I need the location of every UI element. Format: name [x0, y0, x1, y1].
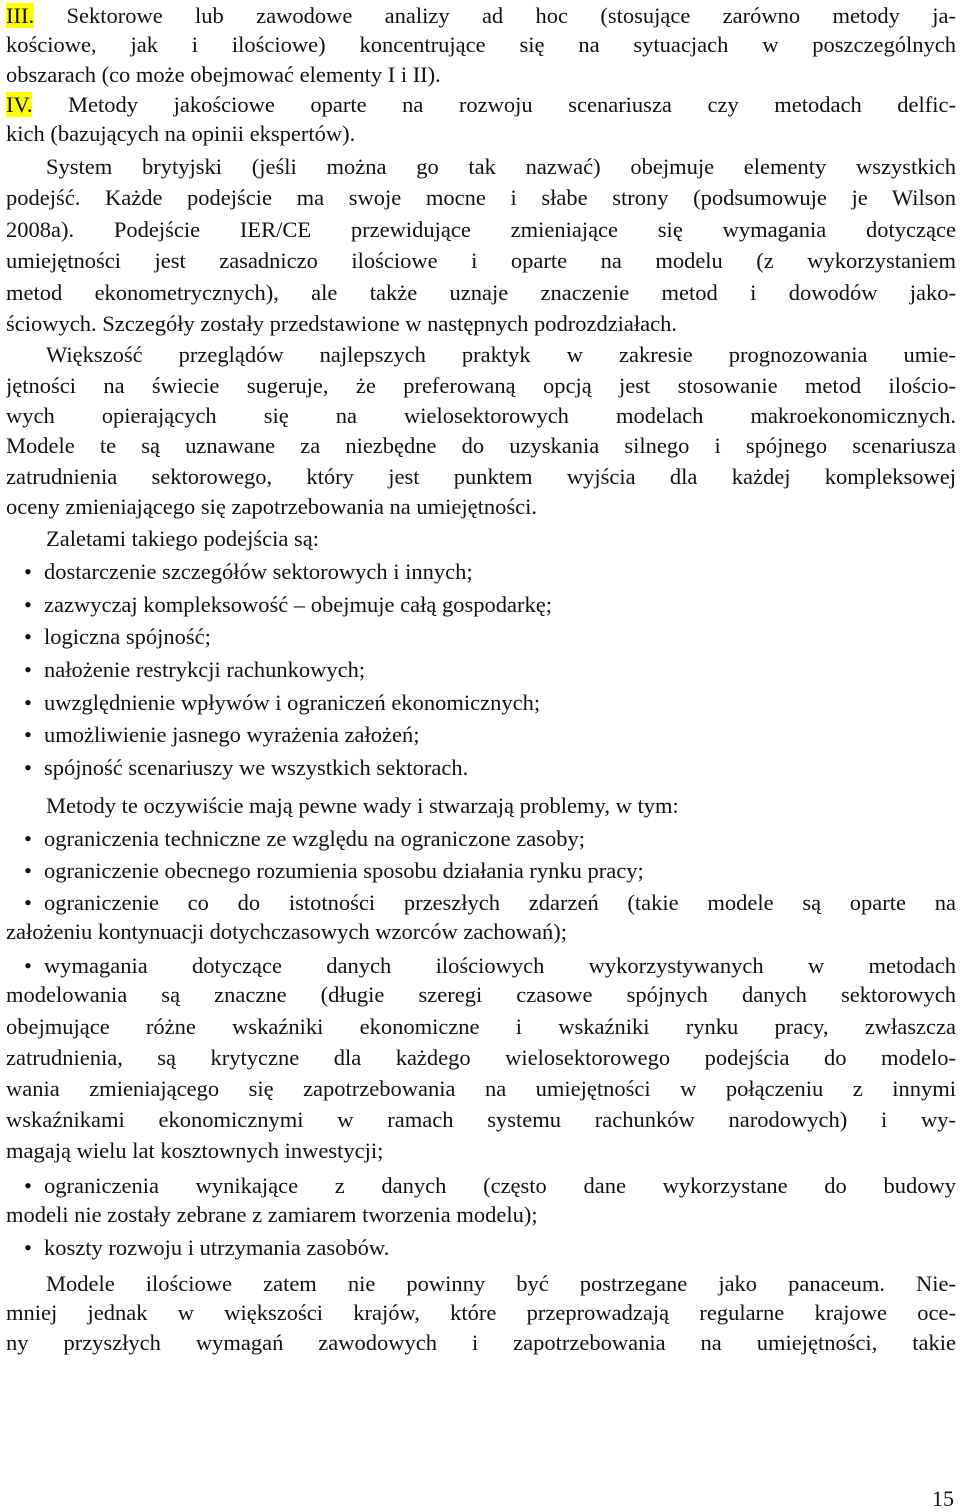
line-text: uwzględnienie wpływów i ograniczeń ekonomicznych; — [44, 690, 541, 715]
line-text: kościowe, jak i ilościowe) koncentrujące się na sytuacjach w poszczególnych — [6, 32, 956, 57]
text-line — [6, 0, 956, 31]
text-line — [6, 491, 956, 522]
line-text: ograniczenia wynikające z danych (często dane wykorzystane do budowy — [44, 1173, 956, 1198]
line-text: obejmujące różne wskaźniki ekonomiczne i wskaźniki rynku pracy, zwłaszcza — [6, 1014, 956, 1039]
text-line — [6, 400, 956, 431]
text-line — [6, 461, 956, 492]
text-line — [6, 151, 956, 182]
line-text: ograniczenie co do istotności przeszłych zdarzeń (takie modele są oparte na — [44, 890, 956, 915]
line-text: IV. Metody jakościowe oparte na rozwoju scenariusza czy metodach delfic- — [6, 92, 956, 117]
line-text: 2008a). Podejście IER/CE przewidujące zmieniające się wymagania dotyczące — [6, 217, 956, 242]
line-text: magają wielu lat kosztownych inwestycji; — [6, 1138, 384, 1163]
line-text: ny przyszłych wymagań zawodowych i zapotrzebowania na umiejętności, takie — [6, 1330, 956, 1355]
text-line — [6, 1199, 956, 1230]
line-text: wymagania dotyczące danych ilościowych wykorzystywanych w metodach — [44, 953, 956, 978]
line-text: modeli nie zostały zebrane z zamiarem tworzenia modelu); — [6, 1202, 538, 1227]
bullet-icon: • — [24, 858, 32, 883]
bullet-icon: • — [24, 953, 32, 978]
text-line — [6, 118, 956, 149]
line-text: ograniczenie obecnego rozumienia sposobu działania rynku pracy; — [44, 858, 644, 883]
line-text: obszarach (co może obejmować elementy I i II). — [6, 62, 441, 87]
line-text: metod ekonometrycznych), ale także uznaje znaczenie metod i dowodów jako- — [6, 280, 956, 305]
text-line — [6, 214, 956, 245]
text-line — [6, 1135, 956, 1166]
line-text: dostarczenie szczegółów sektorowych i innych; — [44, 559, 473, 584]
bullet-icon: • — [24, 722, 32, 747]
line-text: System brytyjski (jeśli można go tak nazwać) obejmuje elementy wszystkich — [46, 154, 956, 179]
text-line — [6, 1327, 956, 1358]
line-text: Większość przeglądów najlepszych praktyk w zakresie prognozowania umie- — [46, 342, 956, 367]
text-line — [6, 245, 956, 276]
line-text: zazwyczaj kompleksowość – obejmuje całą gospodarkę; — [44, 592, 552, 617]
text-line — [6, 339, 956, 370]
bullet-item — [6, 823, 956, 854]
line-text: III. Sektorowe lub zawodowe analizy ad hoc (stosujące zarówno metody ja- — [6, 3, 956, 28]
bullet-icon: • — [24, 826, 32, 851]
text-line — [6, 523, 956, 554]
line-text: spójność scenariuszy we wszystkich sektorach. — [44, 755, 469, 780]
bullet-item — [6, 1232, 956, 1263]
text-line — [6, 790, 956, 821]
text-line — [6, 916, 956, 947]
line-text: oceny zmieniającego się zapotrzebowania na umiejętności. — [6, 494, 538, 519]
line-text: Zaletami takiego podejścia są: — [46, 526, 320, 551]
line-text: kich (bazujących na opinii ekspertów). — [6, 121, 356, 146]
line-text: założeniu kontynuacji dotychczasowych wzorców zachowań); — [6, 919, 568, 944]
bullet-item — [6, 950, 956, 981]
line-text: zatrudnienia sektorowego, który jest punktem wyjścia dla każdej kompleksowej — [6, 464, 956, 489]
bullet-icon: • — [24, 624, 32, 649]
line-text: modelowania są znaczne (długie szeregi czasowe spójnych danych sektorowych — [6, 982, 956, 1007]
line-text: mniej jednak w większości krajów, które przeprowadzają regularne krajowe oce- — [6, 1300, 956, 1325]
line-text: wych opierających się na wielosektorowych modelach makroekonomicznych. — [6, 403, 956, 428]
line-text: zatrudnienia, są krytyczne dla każdego wielosektorowego podejścia do modelo- — [6, 1045, 956, 1070]
bullet-icon: • — [24, 755, 32, 780]
text-line — [6, 308, 956, 339]
text-line — [6, 430, 956, 461]
line-text: nałożenie restrykcji rachunkowych; — [44, 657, 366, 682]
text-line — [6, 1073, 956, 1104]
text-line — [6, 1104, 956, 1135]
bullet-icon: • — [24, 559, 32, 584]
line-text: jętności na świecie sugeruje, że preferowaną opcją jest stosowanie metod ilościo- — [6, 373, 956, 398]
text-line — [6, 277, 956, 308]
text-line — [6, 29, 956, 60]
bullet-item — [6, 719, 956, 750]
text-line — [6, 1042, 956, 1073]
bullet-icon: • — [24, 1235, 32, 1260]
line-text: ograniczenia techniczne ze względu na ograniczone zasoby; — [44, 826, 585, 851]
line-text: wskaźnikami ekonomicznymi w ramach systemu rachunków narodowych) i wy- — [6, 1107, 956, 1132]
text-line — [6, 89, 956, 120]
text-line — [6, 979, 956, 1010]
line-text: koszty rozwoju i utrzymania zasobów. — [44, 1235, 390, 1260]
page-number: 15 — [932, 1486, 954, 1511]
bullet-icon: • — [24, 890, 32, 915]
line-text: Metody te oczywiście mają pewne wady i stwarzają problemy, w tym: — [46, 793, 679, 818]
bullet-icon: • — [24, 1173, 32, 1198]
line-text: umożliwienie jasnego wyrażenia założeń; — [44, 722, 420, 747]
text-line — [6, 59, 956, 90]
bullet-icon: • — [24, 657, 32, 682]
bullet-item — [6, 654, 956, 685]
bullet-item — [6, 887, 956, 918]
text-line — [6, 1268, 956, 1299]
bullet-item — [6, 556, 956, 587]
line-text: podejść. Każde podejście ma swoje mocne i słabe strony (podsumowuje je Wilson — [6, 185, 956, 210]
line-text: Modele ilościowe zatem nie powinny być postrzegane jako panaceum. Nie- — [46, 1271, 956, 1296]
bullet-item — [6, 855, 956, 886]
bullet-item — [6, 621, 956, 652]
line-text: wania zmieniającego się zapotrzebowania na umiejętności w połączeniu z innymi — [6, 1076, 956, 1101]
bullet-item — [6, 752, 956, 783]
bullet-icon: • — [24, 592, 32, 617]
text-line — [6, 1011, 956, 1042]
line-text: umiejętności jest zasadniczo ilościowe i oparte na modelu (z wykorzystaniem — [6, 248, 956, 273]
text-line — [6, 370, 956, 401]
text-line — [6, 182, 956, 213]
bullet-icon: • — [24, 690, 32, 715]
bullet-item — [6, 589, 956, 620]
line-text: Modele te są uznawane za niezbędne do uzyskania silnego i spójnego scenariusza — [6, 433, 956, 458]
line-text: ściowych. Szczegóły zostały przedstawione w następnych podrozdziałach. — [6, 311, 678, 336]
bullet-item — [6, 687, 956, 718]
line-text: logiczna spójność; — [44, 624, 211, 649]
text-line — [6, 1297, 956, 1328]
bullet-item — [6, 1170, 956, 1201]
